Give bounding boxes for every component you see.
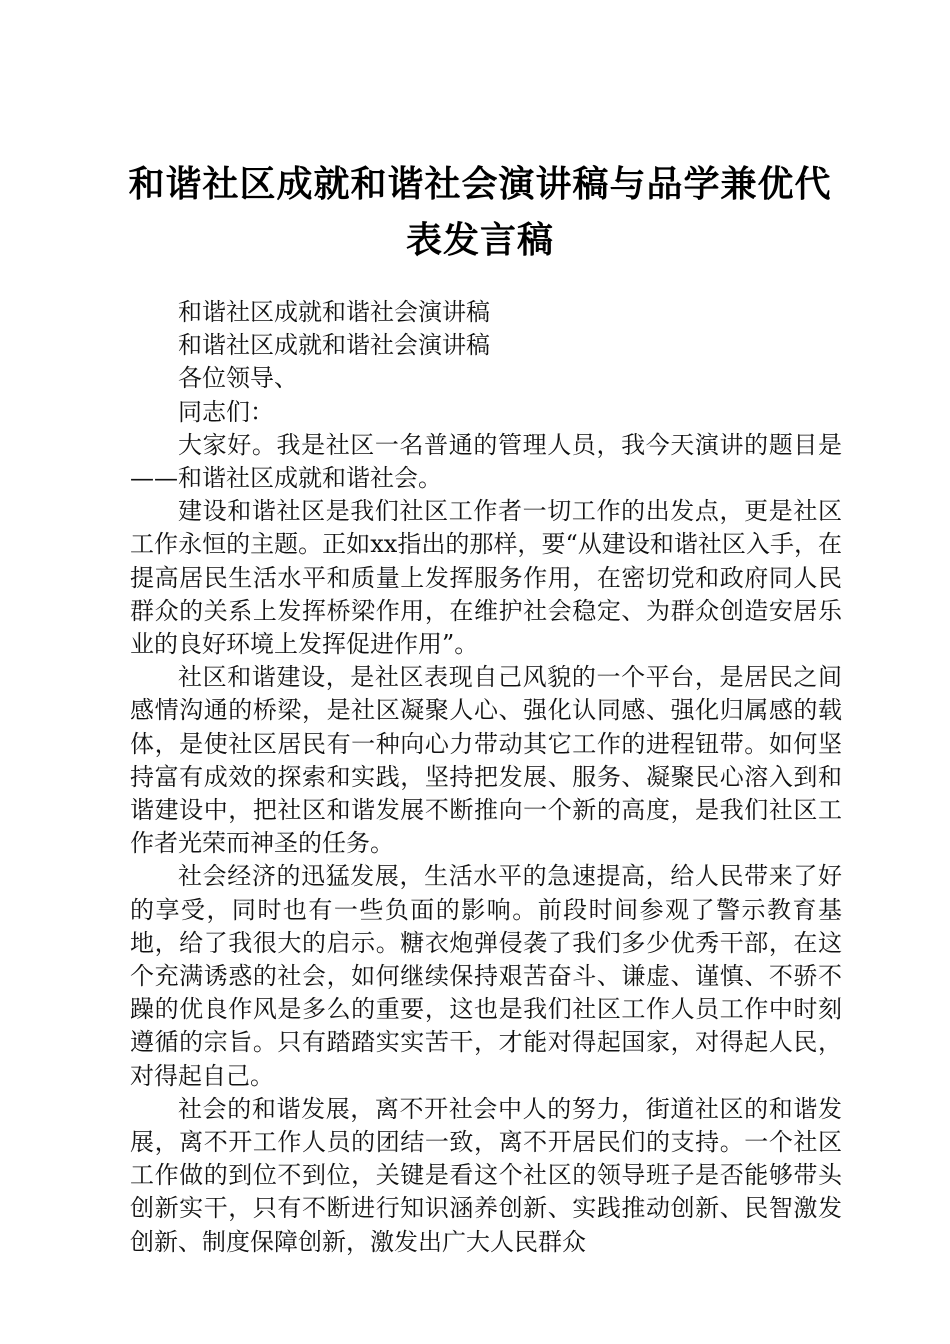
paragraph-subtitle-1: 和谐社区成就和谐社会演讲稿 <box>178 298 490 326</box>
paragraph-greeting-comrades: 同志们： <box>178 397 274 426</box>
paragraph-body-3: 社会经济的迅猛发展，生活水平的急速提高，给人民带来了好的享受，同时也有一些负面的影响。前段时间参观了警示教育基地，给了我很大的启示。糖衣炮弹侵袭了我们多少优秀干部，在这个充满诱惑的社会，如何继续保持艰苦奋斗、谦虚、谨慎、不骄不躁的优良作风是多么的重要，这也是我们社区工作人员工作中时刻遵循的宗旨。只有踏踏实实苦干，才能对得起国家，对得起人民，对得起自己。 <box>130 862 842 1090</box>
paragraph-body-2: 社区和谐建设，是社区表现自己风貌的一个平台，是居民之间感情沟通的桥梁，是社区凝聚人心、强化认同感、强化归属感的载体，是使社区居民有一种向心力带动其它工作的进程钮带。如何坚持富有成效的探索和实践，坚持把发展、服务、凝聚民心溶入到和谐建设中，把社区和谐发展不断推向一个新的高度，是我们社区工作者光荣而神圣的任务。 <box>130 663 842 858</box>
paragraph-greeting-leaders: 各位领导、 <box>178 364 298 393</box>
document-title: 和谐社区成就和谐社会演讲稿与品学兼优代表发言稿 <box>128 163 832 261</box>
document-body <box>130 296 842 1259</box>
paragraph-body-1: 建设和谐社区是我们社区工作者一切工作的出发点，更是社区工作永恒的主题。正如xx指出的那样，要“从建设和谐社区入手，在提高居民生活水平和质量上发挥服务作用，在密切党和政府同人民群众的关系上发挥桥梁作用，在维护社会稳定、为群众创造安居乐业的良好环境上发挥促进作用”。 <box>130 497 842 659</box>
paragraph-intro: 大家好。我是社区一名普通的管理人员，我今天演讲的题目是——和谐社区成就和谐社会。 <box>130 430 842 493</box>
paragraph-subtitle-2: 和谐社区成就和谐社会演讲稿 <box>178 331 490 360</box>
paragraph-body-4: 社会的和谐发展，离不开社会中人的努力，街道社区的和谐发展，离不开工作人员的团结一致，离不开居民们的支持。一个社区工作做的到位不到位，关键是看这个社区的领导班子是否能够带头创新实干，只有不断进行知识涵养创新、实践推动创新、民智激发创新、制度保障创新，激发出广大人民群众 <box>130 1094 842 1256</box>
